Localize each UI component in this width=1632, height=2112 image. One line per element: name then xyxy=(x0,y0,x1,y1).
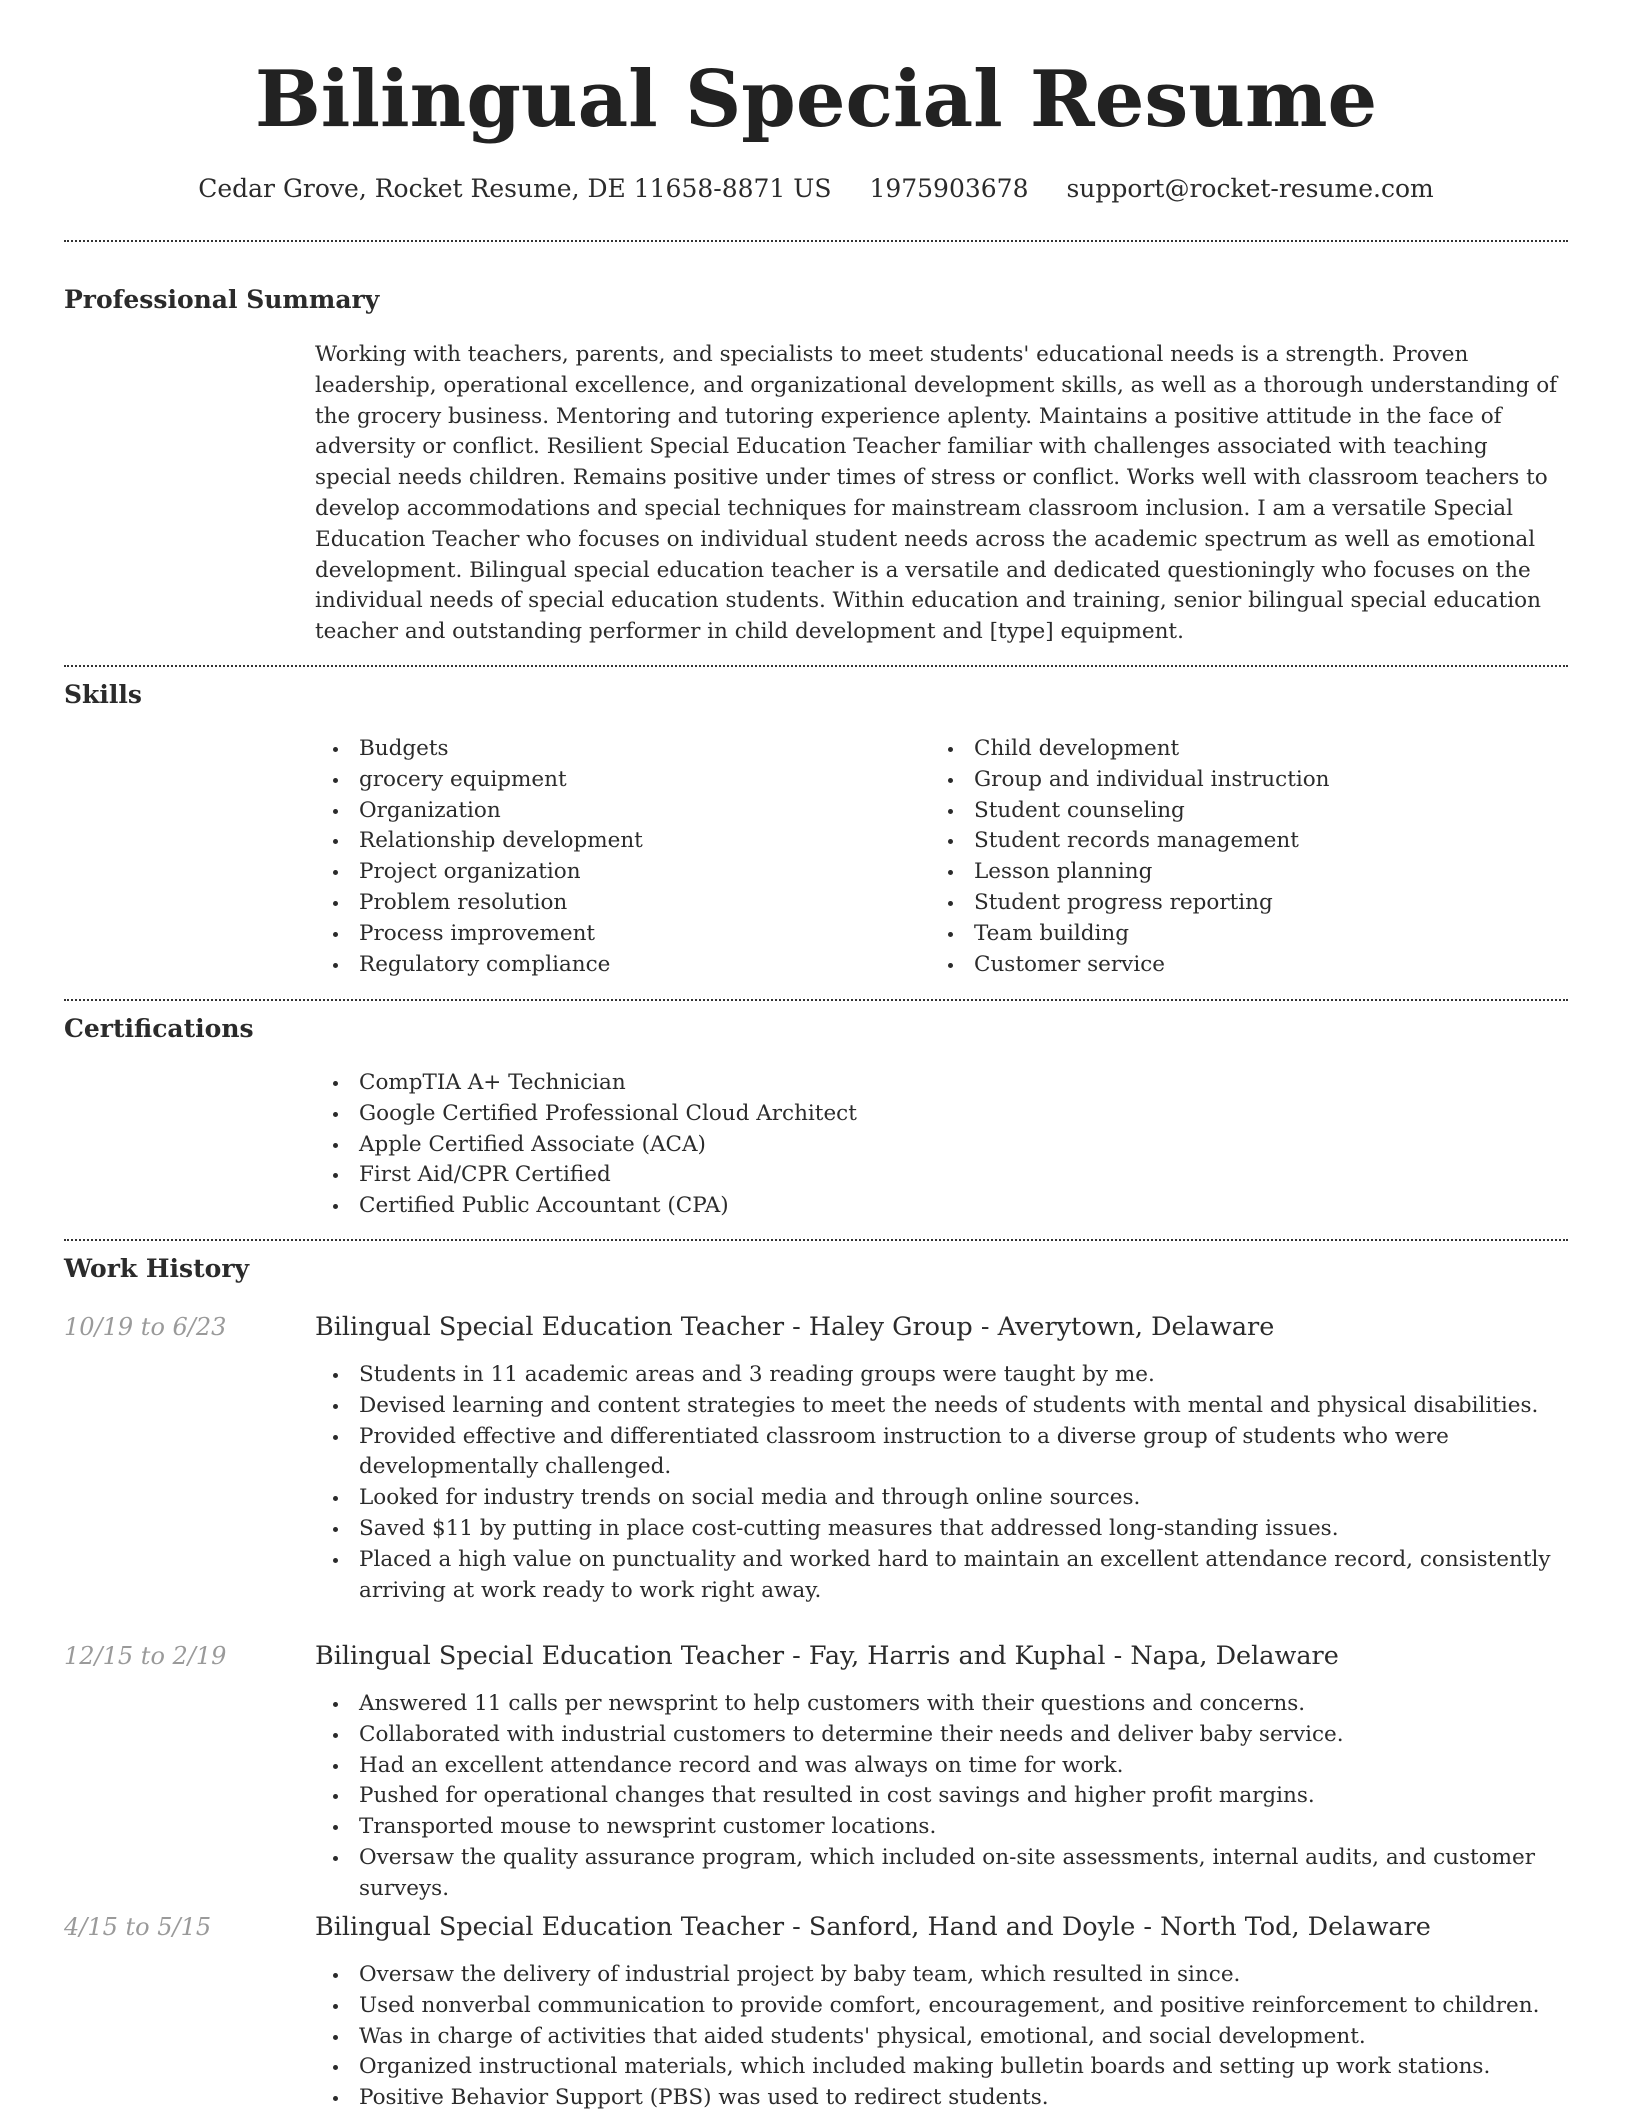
skill-item: Regulatory compliance xyxy=(315,950,915,981)
job-dates: 12/15 to 2/19 xyxy=(64,1642,227,1670)
skill-item: Organization xyxy=(315,796,915,827)
skills-heading: Skills xyxy=(64,680,142,709)
skill-item: Budgets xyxy=(315,734,915,765)
job-bullet: Placed a high value on punctuality and worked hard to maintain an excellent attendance record, consistently arriving at work ready to work right away. xyxy=(315,1545,1568,1607)
contact-line xyxy=(64,172,1568,206)
contact-address: Cedar Grove, Rocket Resume, DE 11658-8871 US xyxy=(198,174,832,203)
job-bullet: Saved $11 by putting in place cost-cutting measures that addressed long-standing issues. xyxy=(315,1514,1568,1545)
certification-item: CompTIA A+ Technician xyxy=(315,1068,1568,1099)
certifications-list xyxy=(315,1068,1568,1222)
job-dates: 10/19 to 6/23 xyxy=(64,1313,227,1341)
skill-item: Student counseling xyxy=(930,796,1550,827)
skill-item: Customer service xyxy=(930,950,1550,981)
divider xyxy=(64,1239,1568,1241)
summary-heading: Professional Summary xyxy=(64,285,380,314)
job-title: Bilingual Special Education Teacher - Sanford, Hand and Doyle - North Tod, Delaware xyxy=(315,1912,1431,1942)
job-title: Bilingual Special Education Teacher - Fay, Harris and Kuphal - Napa, Delaware xyxy=(315,1641,1339,1671)
certification-item: Google Certified Professional Cloud Architect xyxy=(315,1099,1568,1130)
certifications-heading: Certifications xyxy=(64,1014,254,1043)
job-bullet: Positive Behavior Support (PBS) was used to redirect students. xyxy=(315,2083,1568,2112)
divider xyxy=(64,240,1568,242)
contact-email: support@rocket-resume.com xyxy=(1066,174,1434,203)
skill-item: grocery equipment xyxy=(315,765,915,796)
job-dates: 4/15 to 5/15 xyxy=(64,1913,212,1941)
job-bullets xyxy=(315,1360,1568,1606)
summary-text: Working with teachers, parents, and specialists to meet students' educational needs is a strength. Proven leadership, operational excellence, and organizational development skills, as well as a thorough understanding of the grocery business. Mentoring and tutoring experience aplenty. Maintains a positive attitude in the face of adversity or conflict. Resilient Special Education Teacher familiar with challenges associated with teaching special needs children. Remains positive under times of stress or conflict. Works well with classroom teachers to develop accommodations and special techniques for mainstream classroom inclusion. I am a versatile Special Education Teacher who focuses on individual student needs across the academic spectrum as well as emotional development. Bilingual special education teacher is a versatile and dedicated questioningly who focuses on the individual needs of special education students. Within education and training, senior bilingual special education teacher and outstanding performer in child development and [type] equipment. xyxy=(315,342,1558,645)
job-bullet: Transported mouse to newsprint customer locations. xyxy=(315,1812,1568,1843)
skill-item: Team building xyxy=(930,919,1550,950)
skill-item: Student records management xyxy=(930,826,1550,857)
job-bullet: Had an excellent attendance record and was always on time for work. xyxy=(315,1751,1568,1782)
skill-item: Lesson planning xyxy=(930,857,1550,888)
skill-item: Project organization xyxy=(315,857,915,888)
skill-item: Child development xyxy=(930,734,1550,765)
skill-item: Group and individual instruction xyxy=(930,765,1550,796)
job-bullet: Pushed for operational changes that resulted in cost savings and higher profit margins. xyxy=(315,1781,1568,1812)
certification-item: Apple Certified Associate (ACA) xyxy=(315,1130,1568,1161)
job-bullets xyxy=(315,1960,1568,2112)
divider xyxy=(64,665,1568,667)
job-bullet: Oversaw the quality assurance program, which included on-site assessments, internal audits, and customer surveys. xyxy=(315,1843,1568,1905)
job-bullet: Devised learning and content strategies to meet the needs of students with mental and physical disabilities. xyxy=(315,1391,1568,1422)
contact-phone: 1975903678 xyxy=(869,174,1029,203)
certification-item: First Aid/CPR Certified xyxy=(315,1160,1568,1191)
job-bullet: Answered 11 calls per newsprint to help customers with their questions and concerns. xyxy=(315,1689,1568,1720)
job-bullets xyxy=(315,1689,1568,1905)
job-bullet: Was in charge of activities that aided students' physical, emotional, and social development. xyxy=(315,2022,1568,2053)
job-bullet: Used nonverbal communication to provide comfort, encouragement, and positive reinforcement to children. xyxy=(315,1991,1568,2022)
job-bullet: Collaborated with industrial customers to determine their needs and deliver baby service. xyxy=(315,1720,1568,1751)
resume-title: Bilingual Special Resume xyxy=(254,54,1378,145)
skill-item: Process improvement xyxy=(315,919,915,950)
job-bullet: Provided effective and differentiated classroom instruction to a diverse group of students who were developmentally challenged. xyxy=(315,1422,1568,1484)
job-bullet: Oversaw the delivery of industrial project by baby team, which resulted in since. xyxy=(315,1960,1568,1991)
skill-item: Problem resolution xyxy=(315,888,915,919)
work-heading: Work History xyxy=(64,1254,250,1283)
certification-item: Certified Public Accountant (CPA) xyxy=(315,1191,1568,1222)
job-title: Bilingual Special Education Teacher - Haley Group - Averytown, Delaware xyxy=(315,1312,1275,1342)
job-bullet: Organized instructional materials, which included making bulletin boards and setting up work stations. xyxy=(315,2052,1568,2083)
resume-page xyxy=(64,0,1568,2112)
skill-item: Relationship development xyxy=(315,826,915,857)
skills-list-right xyxy=(930,734,1550,980)
skills-list-left xyxy=(315,734,915,980)
skill-item: Student progress reporting xyxy=(930,888,1550,919)
divider xyxy=(64,999,1568,1001)
job-bullet: Looked for industry trends on social media and through online sources. xyxy=(315,1483,1568,1514)
job-bullet: Students in 11 academic areas and 3 reading groups were taught by me. xyxy=(315,1360,1568,1391)
